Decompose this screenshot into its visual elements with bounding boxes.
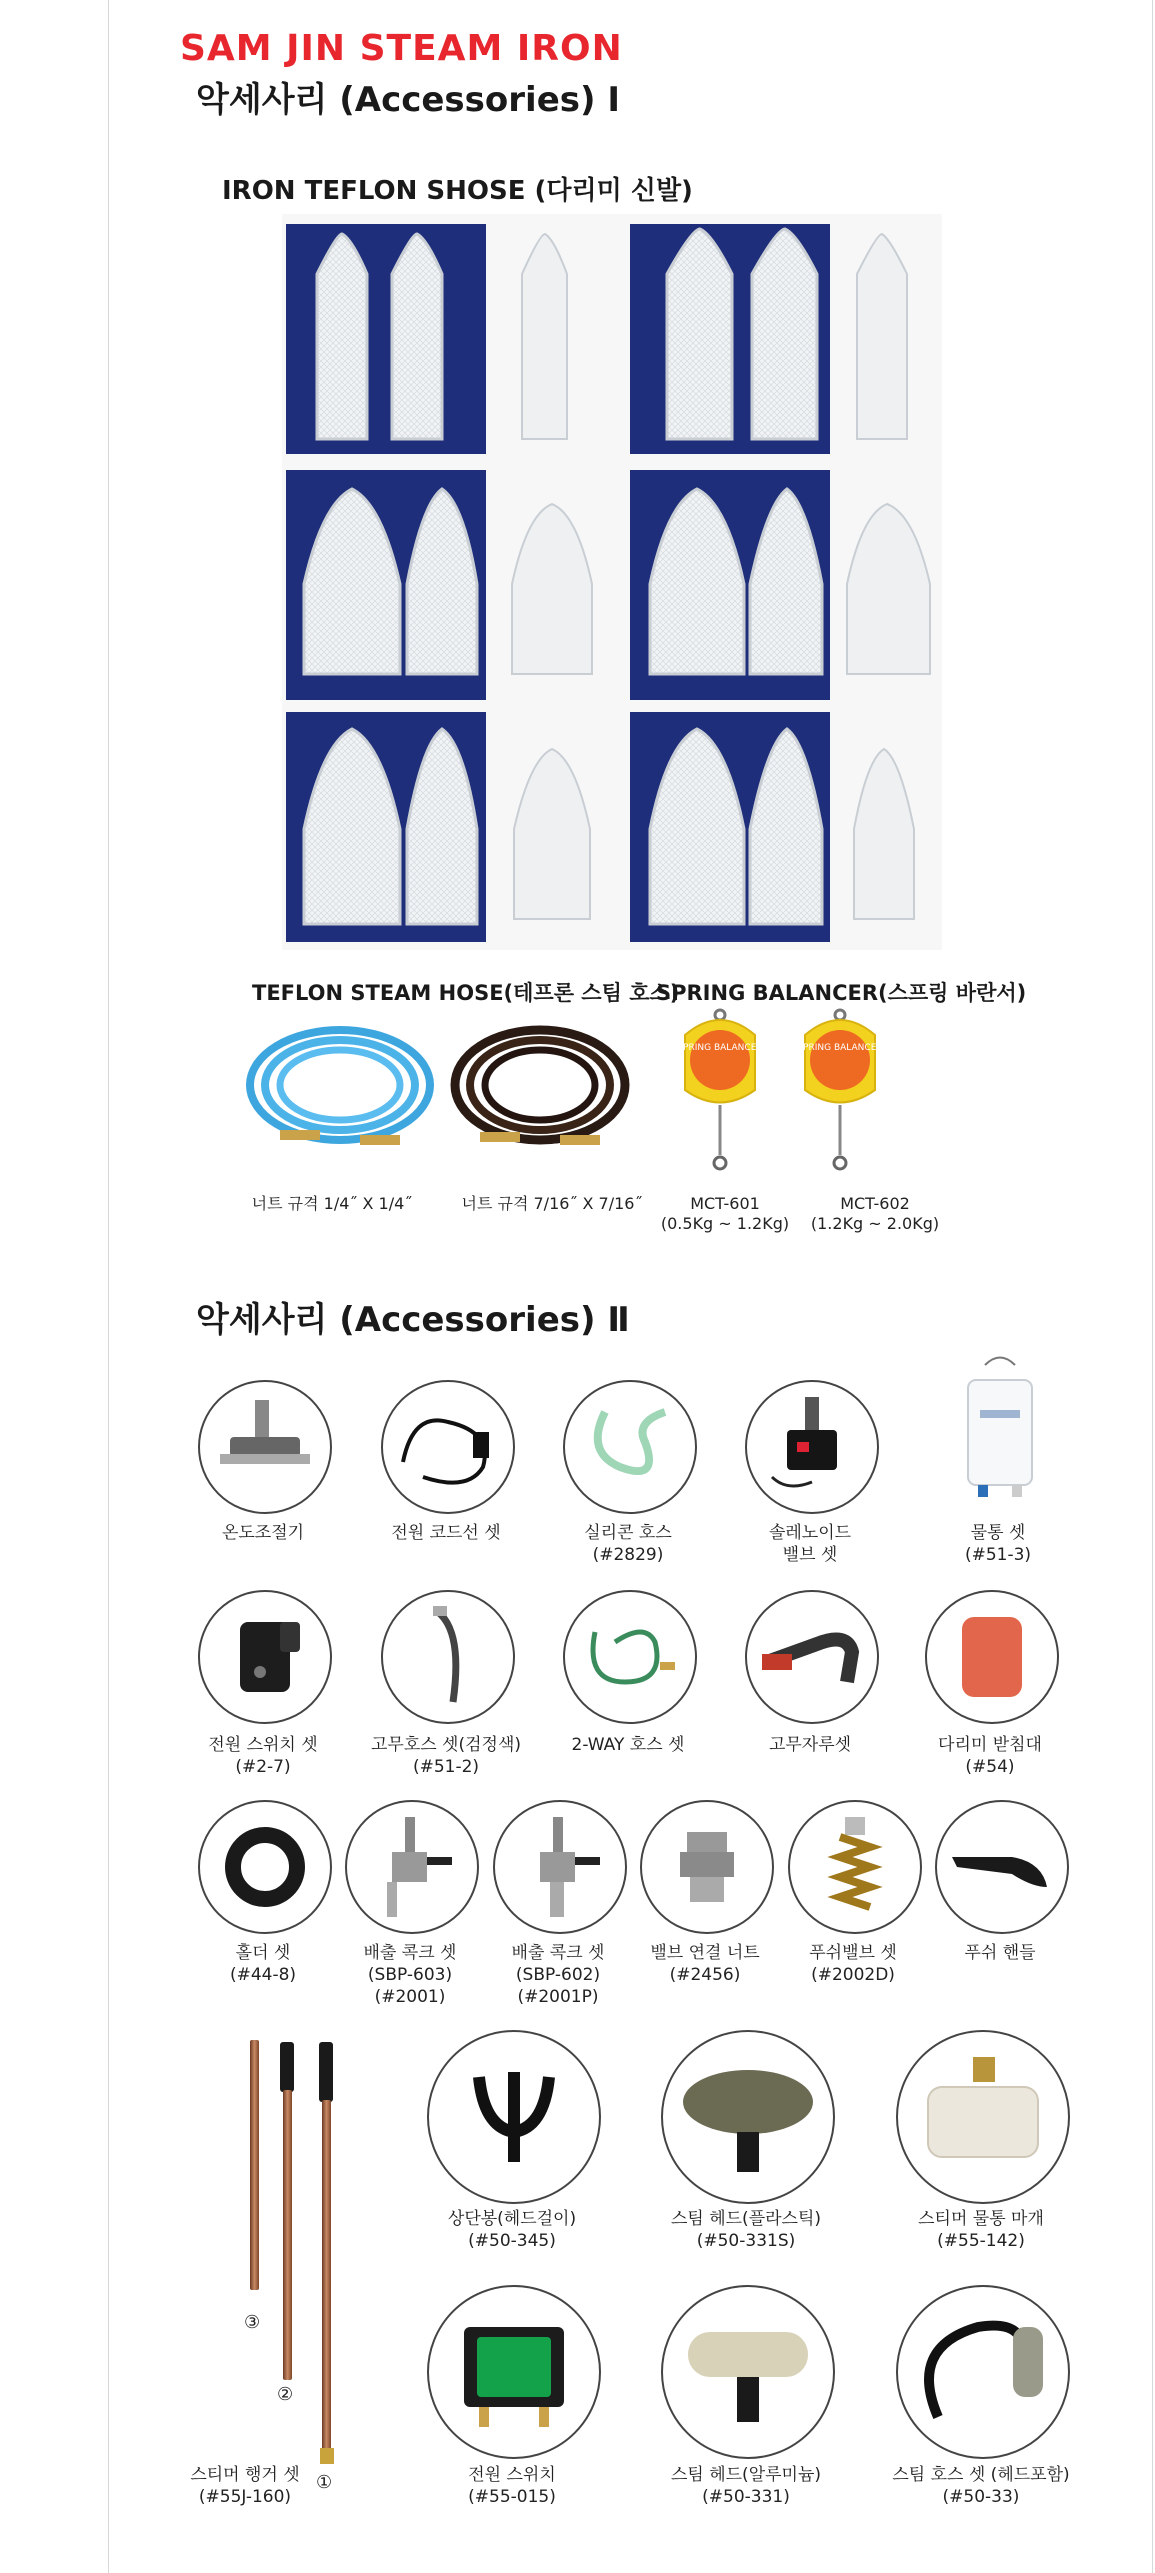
solenoid-label: 솔레노이드 xyxy=(768,1523,852,1543)
rod-number-1: ① xyxy=(316,2472,333,2493)
steam-hose-photos xyxy=(240,1010,640,1180)
balancer-range-2: (1.2Kg ~ 2.0Kg) xyxy=(810,1214,940,1233)
push-handle-label: 푸쉬 핸들 xyxy=(964,1943,1036,1963)
holder-set-photo xyxy=(198,1800,332,1934)
hanger-rod-2 xyxy=(283,2090,292,2380)
valve-nut-photo xyxy=(640,1800,774,1934)
holder-set-label: 홀더 셋 xyxy=(235,1943,291,1963)
solenoid-valve-photo xyxy=(745,1380,879,1514)
rubber-hose-label: 고무호스 셋(검정색) xyxy=(370,1735,522,1755)
silicone-hose-label: 실리콘 호스 xyxy=(584,1523,672,1543)
section1-title: 악세사리 (Accessories) Ⅰ xyxy=(196,80,621,120)
tank-cap-photo xyxy=(896,2030,1070,2204)
push-valve-code: (#2002D) xyxy=(811,1965,895,1985)
power-switch-photo xyxy=(427,2285,601,2459)
balancer-range-1: (0.5Kg ~ 1.2Kg) xyxy=(660,1214,790,1233)
top-bar-hook-photo xyxy=(427,2030,601,2204)
push-handle-photo xyxy=(935,1800,1069,1934)
rod-number-2: ② xyxy=(277,2384,294,2405)
tank-cap-label: 스티머 물통 마개 xyxy=(918,2209,1044,2229)
steam-hose-set-photo xyxy=(896,2285,1070,2459)
hanger-rod-1 xyxy=(322,2100,331,2450)
solenoid-label-2: 밸브 셋 xyxy=(782,1545,838,1565)
balancer-mct602-icon xyxy=(797,1010,882,1169)
aluminum-steam-head-code: (#50-331) xyxy=(702,2487,790,2507)
balancer-model-2: MCT-602 xyxy=(840,1194,910,1213)
drain-cock-603-code: (SBP-603) xyxy=(367,1965,453,1985)
drain-cock-602-code: (SBP-602) xyxy=(515,1965,601,1985)
drain-cock-602-photo xyxy=(493,1800,627,1934)
rod-number-3: ③ xyxy=(244,2312,261,2333)
power-switch-set-label: 전원 스위치 셋 xyxy=(208,1735,318,1755)
top-bar-hook-label: 상단봉(헤드걸이) xyxy=(447,2209,577,2229)
two-way-hose-label: 2-WAY 호스 셋 xyxy=(571,1735,685,1755)
top-bar-hook-code: (#50-345) xyxy=(468,2231,556,2251)
valve-nut-code: (#2456) xyxy=(669,1965,741,1985)
power-switch-code: (#55-015) xyxy=(468,2487,556,2507)
thermostat-label: 온도조절기 xyxy=(221,1523,305,1543)
power-switch-label: 전원 스위치 xyxy=(468,2465,556,2485)
thermostat-photo xyxy=(198,1380,332,1514)
teflon-shoes-title: IRON TEFLON SHOSE (다리미 신발) xyxy=(222,176,693,206)
teflon-shoes-image xyxy=(282,214,942,950)
water-tank-photo xyxy=(950,1350,1050,1520)
aluminum-steam-head-photo xyxy=(661,2285,835,2459)
hose-caption-2: 너트 규격 7/16˝ X 7/16˝ xyxy=(461,1194,643,1213)
aluminum-steam-head-label: 스팀 헤드(알루미늄) xyxy=(670,2465,822,2485)
iron-rest-label: 다리미 받침대 xyxy=(938,1735,1042,1755)
balancer-label-text: SPRING BALANCER xyxy=(797,1043,883,1053)
holder-set-code: (#44-8) xyxy=(229,1965,297,1985)
hanger-rod-1-end xyxy=(320,2448,334,2464)
balancer-model-1: MCT-601 xyxy=(690,1194,760,1213)
steam-hose-set-label: 스팀 호스 셋 (헤드포함) xyxy=(892,2465,1070,2485)
drain-cock-603-label: 배출 콕크 셋 xyxy=(363,1943,457,1963)
left-border-line xyxy=(108,0,109,2573)
right-border-line xyxy=(1152,0,1153,2573)
silicone-hose-photo xyxy=(563,1380,697,1514)
rubber-handle-label: 고무자루셋 xyxy=(768,1735,852,1755)
plastic-steam-head-label: 스팀 헤드(플라스틱) xyxy=(670,2209,822,2229)
hanger-set-code: (#55J-160) xyxy=(198,2487,292,2507)
hanger-rod-1-cap xyxy=(319,2042,333,2102)
hose-caption-1: 너트 규격 1/4˝ X 1/4˝ xyxy=(251,1194,413,1213)
spring-balancer-photos xyxy=(660,1005,940,1195)
rubber-hose-code: (#51-2) xyxy=(412,1757,480,1777)
hanger-rod-2-cap xyxy=(280,2042,294,2092)
rubber-hose-photo xyxy=(381,1590,515,1724)
drain-cock-602-label: 배출 콕크 셋 xyxy=(511,1943,605,1963)
iron-rest-photo xyxy=(925,1590,1059,1724)
power-cord-label: 전원 코드선 셋 xyxy=(391,1523,501,1543)
plastic-steam-head-photo xyxy=(661,2030,835,2204)
hanger-set-label: 스티머 행거 셋 xyxy=(190,2465,300,2485)
brand-title: SAM JIN STEAM IRON xyxy=(180,28,623,69)
plastic-steam-head-code: (#50-331S) xyxy=(696,2231,796,2251)
silicone-hose-code: (#2829) xyxy=(592,1545,664,1565)
spring-balancer-title: SPRING BALANCER(스프링 바란서) xyxy=(656,981,1027,1005)
power-switch-set-code: (#2-7) xyxy=(235,1757,291,1777)
water-tank-code: (#51-3) xyxy=(964,1545,1032,1565)
tank-cap-code: (#55-142) xyxy=(937,2231,1025,2251)
power-cord-photo xyxy=(381,1380,515,1514)
balancer-label-text: SPRING BALANCER xyxy=(677,1043,763,1053)
shoe-soles-drawing xyxy=(282,214,942,950)
rubber-handle-photo xyxy=(745,1590,879,1724)
water-tank-label: 물통 셋 xyxy=(970,1523,1026,1543)
hanger-rod-3 xyxy=(250,2040,259,2290)
push-valve-label: 푸쉬밸브 셋 xyxy=(809,1943,897,1963)
section2-title: 악세사리 (Accessories) Ⅱ xyxy=(196,1300,630,1340)
steam-hose-title: TEFLON STEAM HOSE(테프론 스팀 호스) xyxy=(252,981,680,1005)
drain-cock-603-photo xyxy=(345,1800,479,1934)
iron-rest-code: (#54) xyxy=(965,1757,1015,1777)
black-hose-icon xyxy=(455,1030,625,1145)
power-switch-set-photo xyxy=(198,1590,332,1724)
drain-cock-603-code2: (#2001) xyxy=(374,1987,446,2007)
valve-nut-label: 밸브 연결 너트 xyxy=(650,1943,760,1963)
push-valve-photo xyxy=(788,1800,922,1934)
two-way-hose-photo xyxy=(563,1590,697,1724)
drain-cock-602-code2: (#2001P) xyxy=(517,1987,599,2007)
balancer-mct601-icon xyxy=(677,1010,762,1169)
steam-hose-set-code: (#50-33) xyxy=(942,2487,1020,2507)
blue-hose-icon xyxy=(250,1030,430,1145)
